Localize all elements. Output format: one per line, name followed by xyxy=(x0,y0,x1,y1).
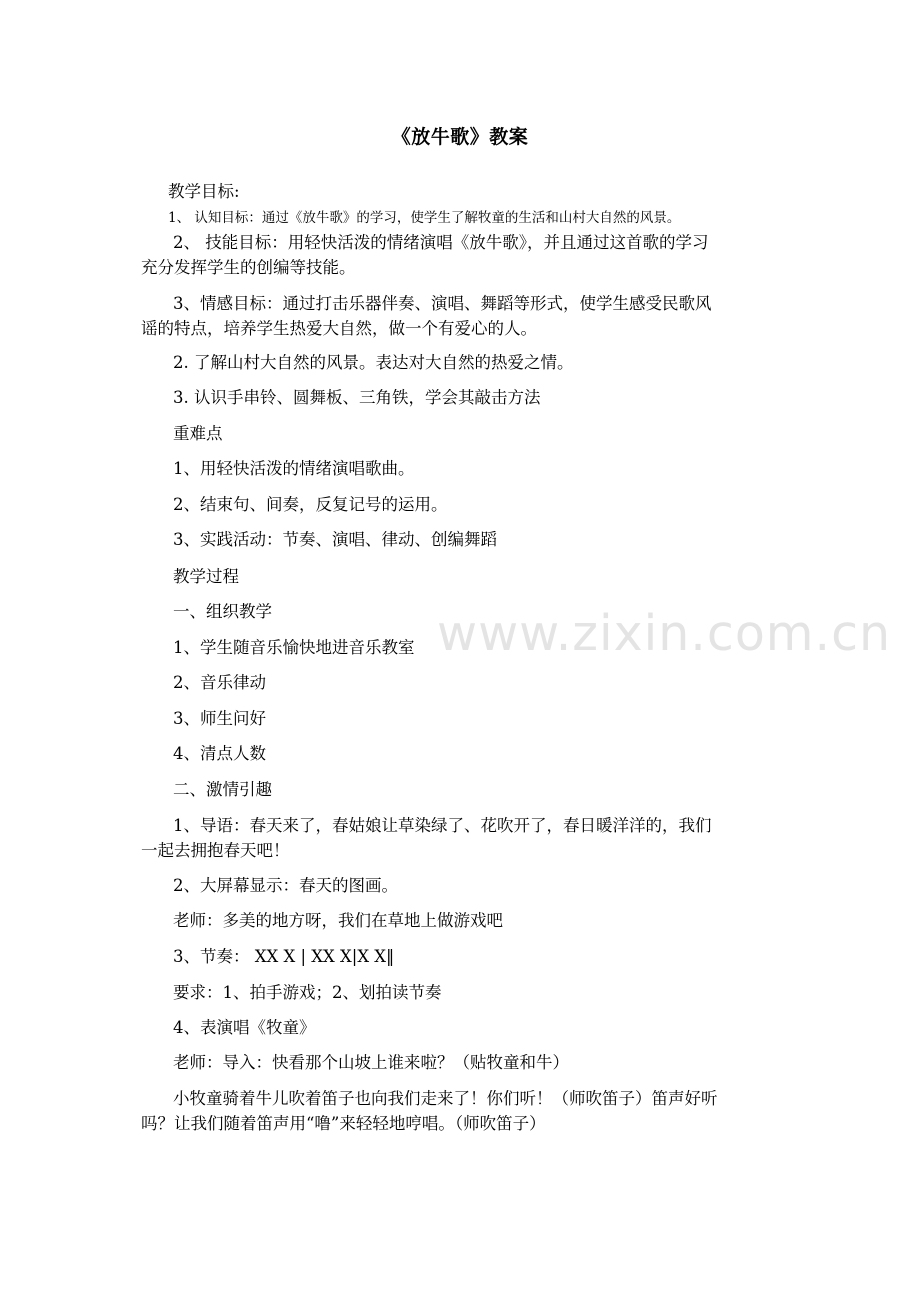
text-line: 3、师生问好 xyxy=(173,709,266,728)
text-line: 谣的特点，培养学生热爱大自然，做一个有爱心的人。 xyxy=(141,319,537,338)
text-line: 教学目标: xyxy=(168,182,240,201)
section-heading: 重难点 xyxy=(173,424,223,443)
section-heading: 教学过程 xyxy=(173,567,239,586)
text-line: 老师：多美的地方呀，我们在草地上做游戏吧 xyxy=(173,911,503,930)
rhythm-line: 3、节奏： XX X | XX X|X X‖ xyxy=(173,947,395,966)
text-line: 2、大屏幕显示：春天的图画。 xyxy=(173,876,398,895)
text-line: 4、清点人数 xyxy=(173,744,266,763)
section-heading: 二、激情引趣 xyxy=(173,780,272,799)
page-title: 《放牛歌》教案 xyxy=(391,126,529,148)
text-line: 充分发挥学生的创编等技能。 xyxy=(141,258,356,277)
text-line: 一起去拥抱春天吧！ xyxy=(141,841,290,860)
text-line: 1、用轻快活泼的情绪演唱歌曲。 xyxy=(173,459,415,478)
text-line: 老师：导入：快看那个山坡上谁来啦？（贴牧童和牛） xyxy=(173,1053,569,1072)
text-line: 3、实践活动：节奏、演唱、律动、创编舞蹈 xyxy=(173,530,497,549)
text-line: 2、音乐律动 xyxy=(173,673,266,692)
text-line: 吗？让我们随着笛声用“噜”来轻轻地哼唱。（师吹笛子） xyxy=(141,1114,546,1133)
text-line: 3. 认识手串铃、圆舞板、三角铁，学会其敲击方法 xyxy=(173,388,541,407)
section-heading: 一、组织教学 xyxy=(173,602,272,621)
watermark: www.zixin.com.cn xyxy=(437,605,892,662)
text-line: 2. 了解山村大自然的风景。表达对大自然的热爱之情。 xyxy=(173,353,574,372)
text-line: 2、 技能目标：用轻快活泼的情绪演唱《放牛歌》，并且通过这首歌的学习 xyxy=(173,233,709,252)
text-line: 要求：1、拍手游戏；2、划拍读节奏 xyxy=(173,983,442,1002)
text-line: 1、 认知目标：通过《放牛歌》的学习，使学生了解牧童的生活和山村大自然的风景。 xyxy=(168,210,681,226)
text-line: 2、结束句、间奏，反复记号的运用。 xyxy=(173,495,448,514)
text-line: 小牧童骑着牛儿吹着笛子也向我们走来了！你们听！（师吹笛子）笛声好听 xyxy=(173,1089,718,1108)
text-line: 4、表演唱《牧童》 xyxy=(173,1018,316,1037)
text-line: 1、学生随音乐愉快地进音乐教室 xyxy=(173,638,415,657)
text-line: 3、情感目标：通过打击乐器伴奏、演唱、舞蹈等形式，使学生感受民歌风 xyxy=(173,294,712,313)
text-line: 1、导语：春天来了，春姑娘让草染绿了、花吹开了，春日暖洋洋的，我们 xyxy=(173,816,712,835)
